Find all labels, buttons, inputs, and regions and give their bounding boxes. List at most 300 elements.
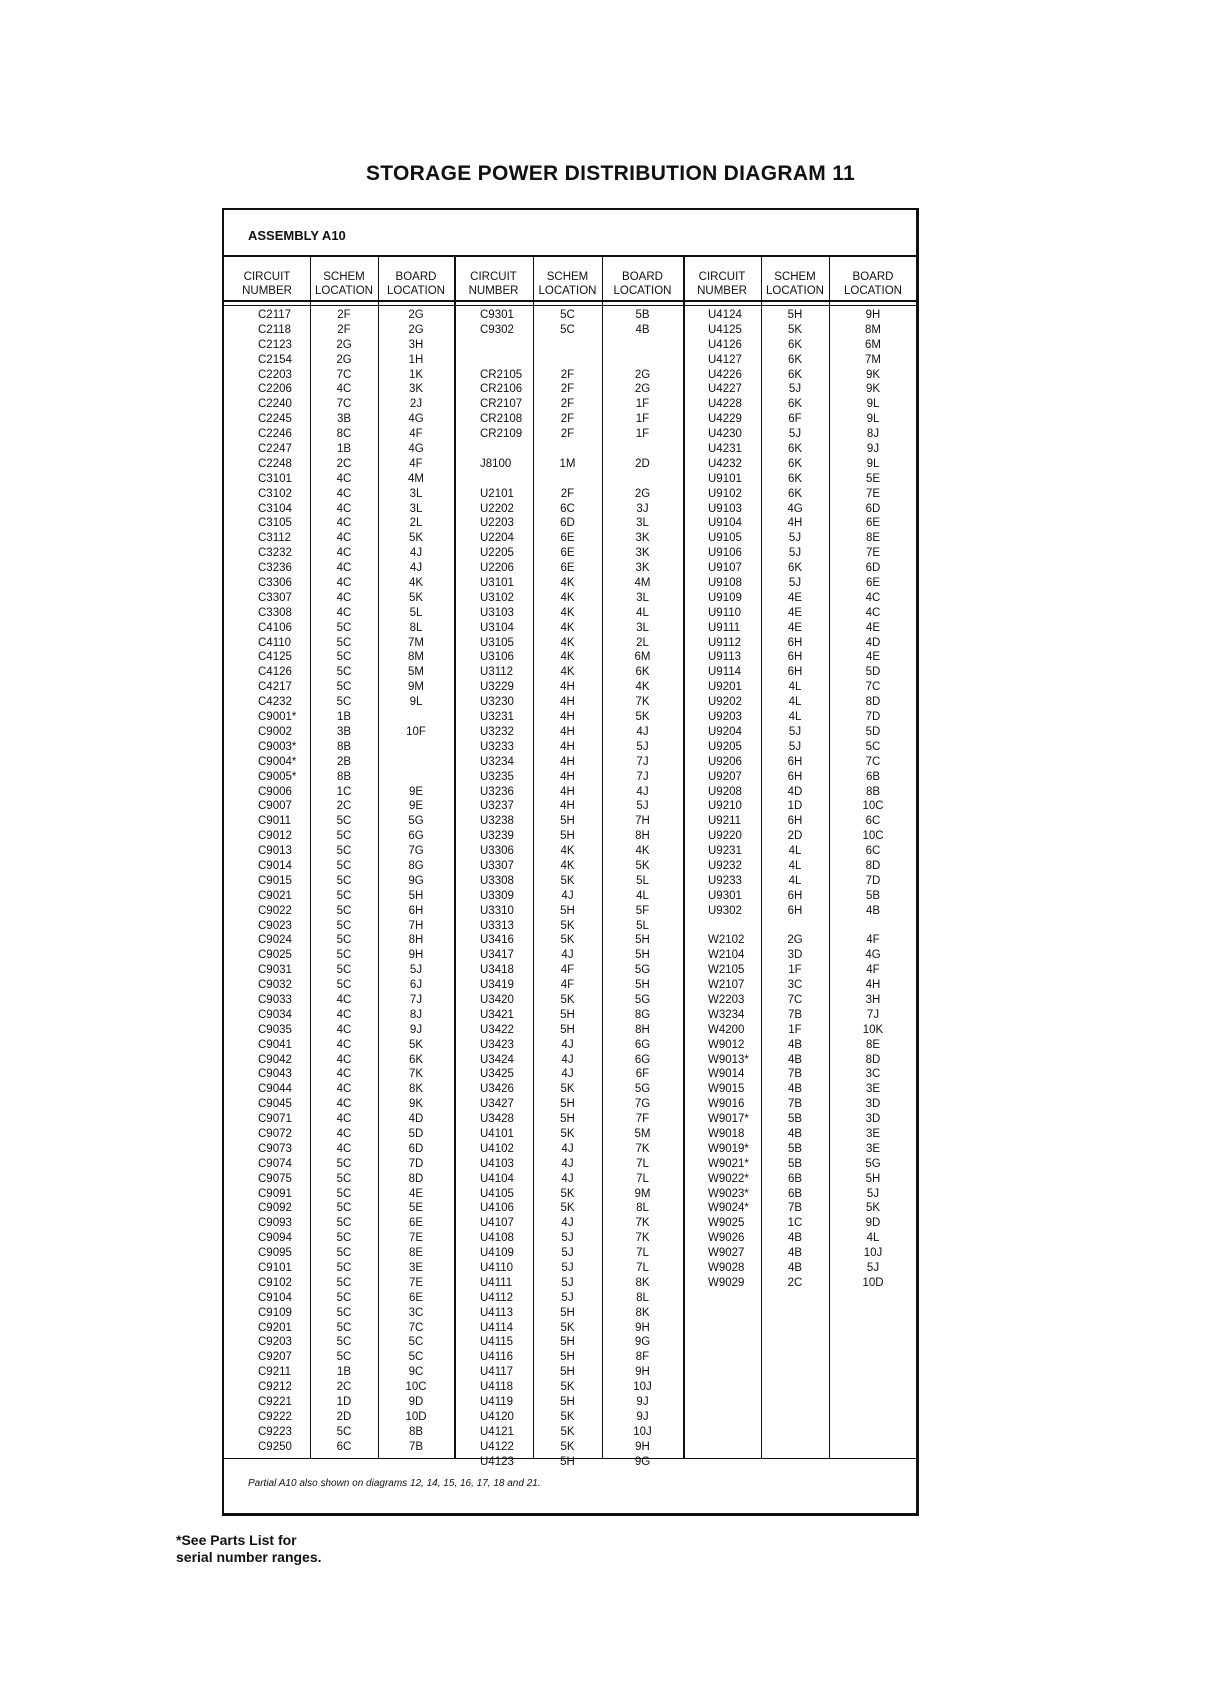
table-cell [602,472,683,487]
table-cell: 9L [409,696,423,709]
table-cell: 5H [560,1366,575,1379]
table-cell: 5H [560,1098,575,1111]
table-cell: C9031 [258,964,292,977]
table-cell: 9E [408,785,424,798]
header-board-location: BOARD LOCATION [613,271,672,297]
table-cell: 9J [409,1023,423,1036]
table-cell: 5C [336,621,352,634]
table-cell: 2F [560,368,575,381]
table-cell: U4124 [708,309,742,321]
parts-location-table [222,208,919,1516]
table-cell: C9034 [258,1008,292,1021]
table-cell: U9110 [708,606,742,619]
table-cell: 4F [409,457,423,470]
group-divider [683,255,685,1458]
table-cell: 5L [636,919,649,932]
table-cell: 5K [560,1202,575,1215]
table-cell: 4K [560,606,575,619]
header-board-location: BOARD LOCATION [844,271,902,297]
table-cell: CR2109 [480,428,523,441]
table-cell: 6E [865,517,881,530]
table-cell: 2F [560,383,575,396]
table-cell: 2G [787,934,803,947]
table-cell: U4109 [480,1247,514,1260]
table-cell: 6D [865,502,881,515]
table-cell: 4C [336,1038,352,1051]
table-cell: 4F [560,964,575,977]
table-cell: 7K [635,1142,650,1155]
table-cell [480,353,533,368]
table-cell: 3D [787,949,803,962]
table-cell: U3313 [480,919,514,932]
table-cell: U4105 [480,1187,514,1200]
table-cell: 5C [336,1276,352,1289]
table-cell: CR2108 [480,413,523,426]
table-cell: 8G [408,859,424,872]
table-cell: 5J [788,383,802,396]
table-cell: C3308 [258,606,292,619]
table-cell: 2F [337,323,351,336]
table-cell: U3230 [480,696,514,709]
table-cell: 9M [408,681,424,694]
table-cell: C9007 [258,800,292,813]
table-cell: 5C [336,1321,352,1334]
table-cell: U3233 [480,740,514,753]
table-cell: U3422 [480,1023,514,1036]
table-cell: C9011 [258,815,292,828]
table-cell: 6G [408,830,424,843]
table-cell: W9023* [708,1187,749,1200]
table-cell: 4F [866,964,880,977]
table-cell: 5J [561,1247,574,1260]
table-cell: 6H [787,815,803,828]
table-cell: 3J [636,502,649,515]
table-cell [378,710,454,725]
board-location-column [378,308,454,1455]
table-cell: 1F [788,1023,802,1036]
table-cell: 4J [561,889,574,902]
table-cell: 7J [409,993,423,1006]
table-cell: 10D [862,1276,884,1289]
table-cell: 7E [865,547,881,560]
table-cell: 4B [787,1247,803,1260]
table-cell: CR2107 [480,398,523,411]
table-cell: C2206 [258,383,292,396]
table-cell: 6H [787,666,803,679]
table-cell: C9043 [258,1068,292,1081]
table-cell: 2G [634,383,651,396]
table-cell: C9092 [258,1202,292,1215]
table-cell: 5K [560,1127,575,1140]
table-cell: 7H [408,919,424,932]
table-cell: 8L [636,1291,649,1304]
table-cell: U4226 [708,368,742,381]
table-cell: 4C [336,1023,352,1036]
table-cell: 5K [560,1410,575,1423]
table-cell: 6H [787,755,803,768]
table-cell: 5C [560,309,575,321]
table-cell: U3229 [480,681,514,694]
table-cell: U4228 [708,398,742,411]
table-cell: 3L [636,621,649,634]
table-cell: 8D [865,859,881,872]
table-cell: 5B [787,1113,803,1126]
table-cell: 6K [787,472,803,485]
table-cell: C3102 [258,487,292,500]
table-cell: 6B [787,1187,803,1200]
table-cell: C9025 [258,949,292,962]
table-cell: C9073 [258,1142,292,1155]
table-cell: 4C [336,1053,352,1066]
table-cell: C9250 [258,1440,292,1453]
table-cell: 2C [787,1276,803,1289]
table-cell: 4E [787,621,803,634]
table-cell: 5G [408,815,424,828]
table-cell: 2F [560,398,575,411]
table-cell: 6H [787,636,803,649]
table-cell: 4B [787,1038,803,1051]
table-cell: U3234 [480,755,514,768]
table-cell: 9H [635,1440,650,1453]
table-cell: 8E [865,532,881,545]
table-cell: U4110 [480,1262,514,1274]
table-cell: U3424 [480,1053,514,1066]
table-cell: 5C [336,949,352,962]
table-cell: 5H [408,889,424,902]
header-circuit-number: CIRCUIT NUMBER [468,271,519,297]
table-cell: 10D [405,1410,427,1423]
circuit-number-column [708,308,761,1291]
table-cell [378,740,454,755]
table-cell: C9095 [258,1247,292,1260]
table-cell: 5K [560,1381,575,1394]
table-cell: 5H [560,1113,575,1126]
table-cell: 5K [635,711,650,724]
table-cell: 5C [560,323,575,336]
table-cell: 4B [787,1262,803,1274]
table-cell: 1C [336,785,352,798]
table-cell: U3239 [480,830,514,843]
table-cell: W9022* [708,1172,749,1185]
table-cell: 3E [865,1083,881,1096]
header-schem-location: SCHEM LOCATION [538,271,597,297]
table-cell: 8D [865,696,881,709]
table-cell: U2101 [480,487,514,500]
table-cell: U9112 [708,636,742,649]
table-cell: 6E [560,532,575,545]
table-cell: 9M [634,1187,651,1200]
table-cell: 4H [560,770,575,783]
table-cell: W2107 [708,979,745,992]
table-cell: C9032 [258,979,292,992]
table-cell: 7K [635,1232,650,1245]
table-cell: 4K [635,681,650,694]
table-cell: 5C [865,740,881,753]
table-cell: C2154 [258,353,292,366]
table-cell: 5B [787,1157,803,1170]
table-cell: 6K [635,666,650,679]
table-cell: 5C [336,919,352,932]
table-cell: 4C [336,1113,352,1126]
header-schem-location: SCHEM LOCATION [315,271,373,297]
table-cell: 4E [865,621,881,634]
table-cell: C3104 [258,502,292,515]
table-cell: U4231 [708,443,742,456]
table-cell: C9221 [258,1396,292,1409]
table-cell: U4119 [480,1396,514,1409]
table-cell: 4D [787,785,803,798]
table-cell: C2248 [258,457,292,470]
table-cell: 5J [561,1232,574,1245]
assembly-label: ASSEMBLY A10 [248,228,346,243]
table-cell: 2F [560,428,575,441]
table-cell: U2206 [480,562,514,575]
table-cell: 3E [865,1127,881,1140]
table-cell: 5C [336,651,352,664]
table-cell: U4111 [480,1276,513,1289]
table-cell: C9207 [258,1351,292,1364]
table-cell: 6H [787,651,803,664]
table-cell: 8B [865,785,881,798]
table-cell: 3E [408,1262,424,1274]
table-cell: 5B [865,889,881,902]
table-cell: 5C [336,1172,352,1185]
table-cell: 7J [636,770,649,783]
table-cell: U3423 [480,1038,514,1051]
table-cell: 6H [787,889,803,902]
table-cell: U9206 [708,755,742,768]
table-cell: U3425 [480,1068,514,1081]
table-cell: 6G [634,1053,651,1066]
table-cell: U9106 [708,547,742,560]
table-cell: 6E [408,1291,424,1304]
table-cell: 4E [408,1187,424,1200]
table-cell: 5C [336,934,352,947]
table-cell: C9022 [258,904,292,917]
table-cell: U9101 [708,472,742,485]
table-cell: C9109 [258,1306,292,1319]
table-cell: 6D [560,517,575,530]
table-cell: 5J [788,547,802,560]
table-cell: 5K [560,993,575,1006]
table-cell: 4H [865,979,881,992]
table-cell: C2123 [258,338,292,351]
serial-footnote: *See Parts List for serial number ranges. [176,1532,322,1565]
table-cell: W9013* [708,1053,749,1066]
table-cell: 7B [787,1098,803,1111]
table-cell: C9013 [258,845,292,858]
table-cell: 5B [635,309,650,321]
table-cell: 9E [408,800,424,813]
table-cell: U9109 [708,591,742,604]
table-cell: U9210 [708,800,742,813]
table-cell: 8J [866,428,880,441]
table-cell: U3308 [480,874,514,887]
table-cell: 8K [408,1083,424,1096]
table-cell: 2B [336,755,352,768]
table-cell: 2C [336,1381,352,1394]
table-cell: U4227 [708,383,742,396]
table-cell: 4H [560,755,575,768]
table-cell: 9D [865,1217,881,1230]
table-cell: C2203 [258,368,292,381]
table-cell: U9108 [708,577,742,590]
table-cell: 5H [787,309,803,321]
table-cell: 4C [336,562,352,575]
table-cell: 6D [865,562,881,575]
table-cell: 9J [866,443,880,456]
table-cell: 7F [635,1113,650,1126]
table-cell: U9113 [708,651,742,664]
table-cell: C9012 [258,830,292,843]
table-cell: 4J [409,547,423,560]
table-cell: 5C [336,889,352,902]
table-cell: 7J [866,1008,880,1021]
table-cell: 1D [336,1396,352,1409]
table-cell: U4123 [480,1455,514,1468]
table-cell: 4M [634,577,651,590]
table-cell: 4E [787,591,803,604]
table-cell: 4J [561,1157,574,1170]
table-cell: 8C [336,428,352,441]
table-cell: 9G [408,874,424,887]
table-cell: 4C [336,502,352,515]
table-cell: U3417 [480,949,514,962]
table-cell: W9019* [708,1142,749,1155]
table-cell: 4H [560,800,575,813]
table-cell: 4B [865,904,881,917]
table-cell: 7G [634,1098,651,1111]
table-cell: 5D [865,666,881,679]
table-cell: W9016 [708,1098,745,1111]
table-cell: 3C [865,1068,881,1081]
table-cell: U4229 [708,413,742,426]
table-cell: 4J [561,1068,574,1081]
table-cell: C9203 [258,1336,292,1349]
table-cell: C9006 [258,785,292,798]
table-cell [480,472,533,487]
table-cell: C9075 [258,1172,292,1185]
table-cell: 7C [865,681,881,694]
table-cell: 4J [561,1172,574,1185]
table-cell: 7E [408,1276,424,1289]
table-cell: 2L [409,517,423,530]
table-cell: C3112 [258,532,292,545]
table-cell: C9003* [258,740,297,753]
table-cell: 1B [336,443,352,456]
table-cell: 4C [336,1098,352,1111]
table-cell: 10C [405,1381,427,1394]
table-cell: 5K [408,591,424,604]
table-cell: 4C [336,517,352,530]
table-cell: W9018 [708,1127,745,1140]
table-cell: 4H [560,740,575,753]
table-cell: 2J [409,398,423,411]
table-cell: 6E [408,1217,424,1230]
table-cell: U3426 [480,1083,514,1096]
table-cell: 4C [336,383,352,396]
table-cell: 6H [787,904,803,917]
table-cell: U9201 [708,681,742,694]
table-cell: U9207 [708,770,742,783]
table-cell: W4200 [708,1023,745,1036]
table-cell: 4B [787,1053,803,1066]
table-cell: 5D [865,725,881,738]
table-cell: 7B [787,1068,803,1081]
table-cell: U9111 [708,621,741,634]
table-cell: 3K [635,547,650,560]
table-cell: 9L [866,413,880,426]
table-cell: 4C [336,532,352,545]
table-cell: 5K [560,1187,575,1200]
table-cell: 5H [560,1336,575,1349]
table-cell: 6C [336,1440,352,1453]
table-cell: U3418 [480,964,514,977]
table-cell: 5C [336,1425,352,1438]
table-cell: 4L [788,696,802,709]
table-cell: J8100 [480,457,512,470]
table-cell: 4C [336,577,352,590]
table-cell: 9L [866,457,880,470]
table-cell: 4F [560,979,575,992]
table-cell: U4113 [480,1306,514,1319]
table-cell: 9H [635,1321,650,1334]
table-cell: U9220 [708,830,742,843]
header-schem-location: SCHEM LOCATION [766,271,824,297]
table-cell: 8B [336,770,352,783]
table-cell: U4102 [480,1142,514,1155]
table-cell: C3307 [258,591,292,604]
table-cell: 2C [336,800,352,813]
table-cell: 5J [788,740,802,753]
table-cell: 8H [635,1023,650,1036]
table-cell: 10J [633,1425,652,1438]
table-cell: 8E [408,1247,424,1260]
table-cell: 5H [560,1455,575,1468]
table-cell: 5K [560,1083,575,1096]
table-cell: W2102 [708,934,745,947]
table-cell: C9222 [258,1410,292,1423]
header-board-location: BOARD LOCATION [387,271,445,297]
table-cell [480,338,533,353]
table-cell: 2G [408,323,424,336]
table-cell: 6B [865,770,881,783]
table-cell: 4C [336,606,352,619]
table-cell: 6K [787,457,803,470]
table-cell: 4L [636,889,649,902]
table-cell: U3112 [480,666,514,679]
table-cell: 7K [635,1217,650,1230]
table-cell: 4J [409,562,423,575]
table-cell: 4B [635,323,650,336]
table-cell: 2L [636,636,649,649]
table-cell: 2C [336,457,352,470]
table-cell: 4B [787,1232,803,1245]
table-cell [708,919,761,934]
table-cell: 5J [866,1262,880,1274]
table-cell: 8G [634,1008,651,1021]
table-cell: 2G [336,338,352,351]
table-cell: 4E [865,651,881,664]
table-cell: U9302 [708,904,742,917]
header-bottom-rule-2 [224,305,916,306]
table-cell: 3D [865,1098,881,1111]
table-cell: W2203 [708,993,745,1006]
table-cell: W2105 [708,964,745,977]
table-cell: 5H [560,1396,575,1409]
table-cell: U9233 [708,874,742,887]
table-cell: 3K [635,562,650,575]
